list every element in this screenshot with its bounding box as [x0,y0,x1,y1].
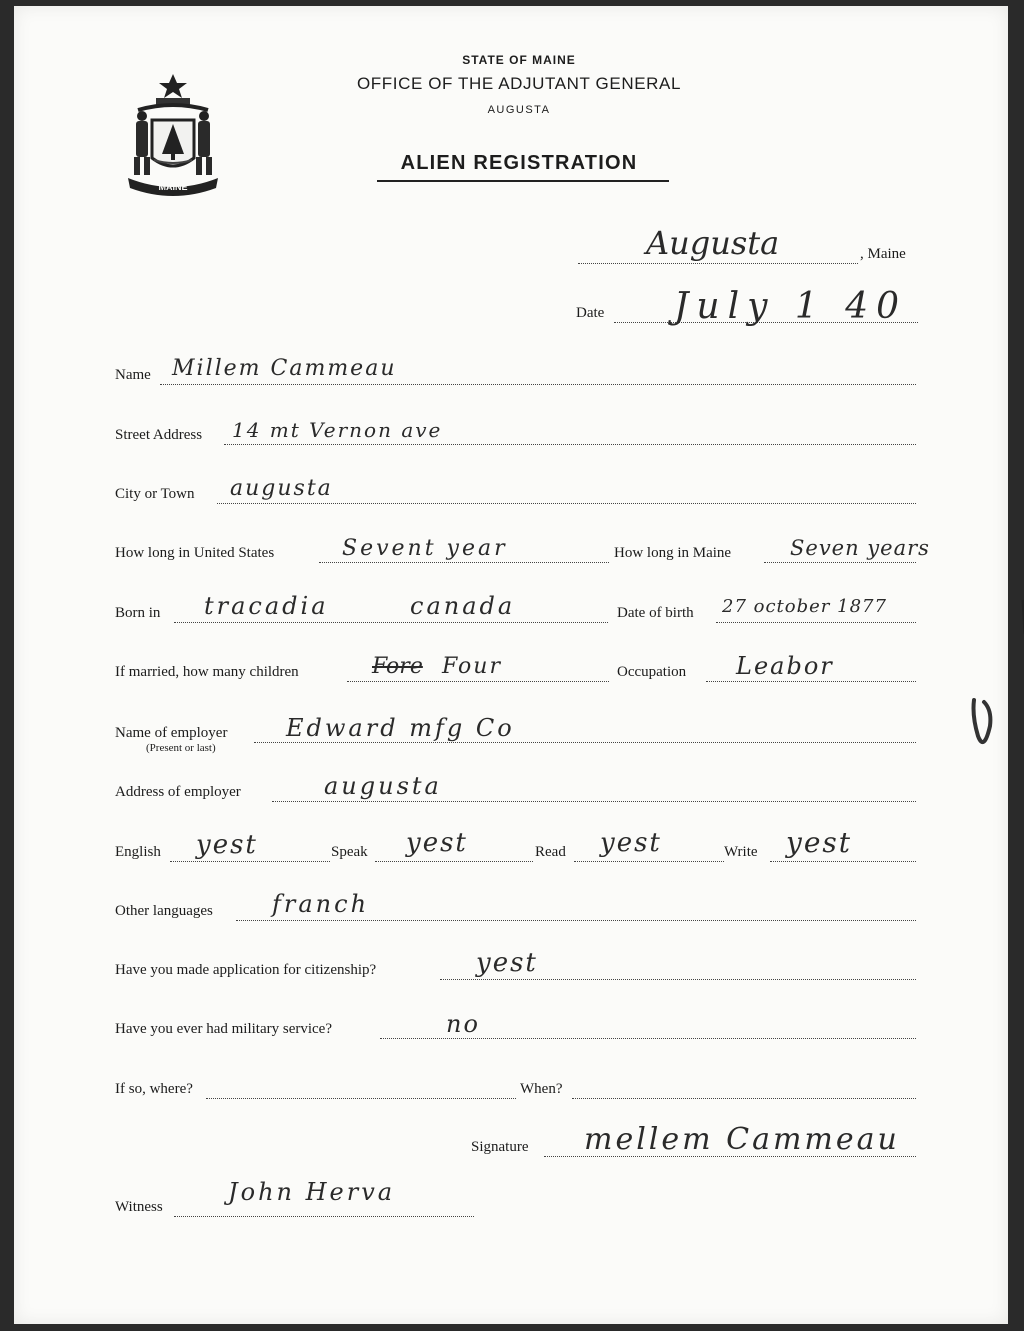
employer-sublabel: (Present or last) [146,742,216,754]
us-line [319,562,609,563]
dob-line [716,622,916,623]
place-value[interactable]: Augusta [646,224,780,262]
military-label: Have you ever had military service? [115,1021,332,1037]
title-underline [377,180,669,182]
children-label: If married, how many children [115,664,299,680]
state-seal-icon [118,70,228,196]
header-city: AUGUSTA [487,104,551,116]
born-label: Born in [115,605,161,621]
header-state: STATE OF MAINE [462,53,576,67]
speak-value[interactable]: yest [406,828,468,858]
street-line [224,444,916,445]
born-country-value[interactable]: canada [410,592,516,620]
date-label: Date [576,305,605,321]
employer-address-line [272,801,916,802]
maine-line [764,562,916,563]
employer-label: Name of employer [115,725,228,741]
us-label: How long in United States [115,545,275,561]
citizenship-label: Have you made application for citizenship? [115,962,377,978]
name-line [160,384,916,385]
city-line [217,503,916,504]
military-value[interactable]: no [446,1010,480,1038]
form-title: ALIEN REGISTRATION [400,152,638,174]
employer-line [254,742,916,743]
street-value[interactable]: 14 mt Vernon ave [232,418,443,442]
header-office: OFFICE OF THE ADJUTANT GENERAL [356,74,682,93]
street-label: Street Address [115,427,203,443]
born-place-value[interactable]: tracadia [204,592,329,620]
place-suffix-label: , Maine [860,246,906,262]
citizenship-line [440,979,916,980]
occupation-label: Occupation [617,664,687,680]
date-value[interactable]: July 1 40 [674,286,908,327]
when-line[interactable] [572,1098,916,1099]
read-value[interactable]: yest [600,828,662,858]
city-value[interactable]: augusta [230,476,333,501]
name-label: Name [115,367,151,383]
employer-address-label: Address of employer [115,784,241,800]
maine-value[interactable]: Seven years [790,536,930,560]
name-value[interactable]: Millem Cammeau [172,356,397,381]
city-label: City or Town [115,486,195,502]
witness-line [174,1216,474,1217]
children-value[interactable]: Four [442,654,502,679]
pen-mark-icon [970,696,994,758]
witness-label: Witness [115,1199,163,1215]
english-value[interactable]: yest [196,830,258,860]
occupation-line [706,681,916,682]
dob-value[interactable]: 27 october 1877 [722,596,887,617]
dob-label: Date of birth [617,605,694,621]
form-sheet [14,6,1008,1324]
maine-label: How long in Maine [614,545,732,561]
us-value[interactable]: Sevent year [342,536,508,561]
seal-lettering: MAINE [158,182,188,192]
where-line[interactable] [206,1098,516,1099]
english-line [170,861,330,862]
other-languages-value[interactable]: franch [272,890,370,918]
speak-label: Speak [331,844,368,860]
write-value[interactable]: yest [786,826,853,859]
edge-mark-icon [1020,598,1024,636]
occupation-value[interactable]: Leabor [736,652,834,680]
citizenship-value[interactable]: yest [476,948,538,978]
witness-value[interactable]: John Herva [228,1178,396,1206]
employer-address-value[interactable]: augusta [324,772,442,800]
write-label: Write [724,844,758,860]
when-label: When? [520,1081,563,1097]
signature-value[interactable]: mellem Cammeau [584,1122,900,1157]
children-line [347,681,609,682]
place-line [578,263,858,264]
signature-label: Signature [471,1139,529,1155]
read-label: Read [535,844,566,860]
write-line [770,861,916,862]
military-line [380,1038,916,1039]
other-languages-line [236,920,916,921]
speak-line [375,861,533,862]
read-line [574,861,724,862]
children-struck-value: Fore [372,654,423,679]
english-label: English [115,844,161,860]
where-label: If so, where? [115,1081,193,1097]
born-line [174,622,608,623]
other-languages-label: Other languages [115,903,213,919]
employer-value[interactable]: Edward mfg Co [286,714,515,742]
